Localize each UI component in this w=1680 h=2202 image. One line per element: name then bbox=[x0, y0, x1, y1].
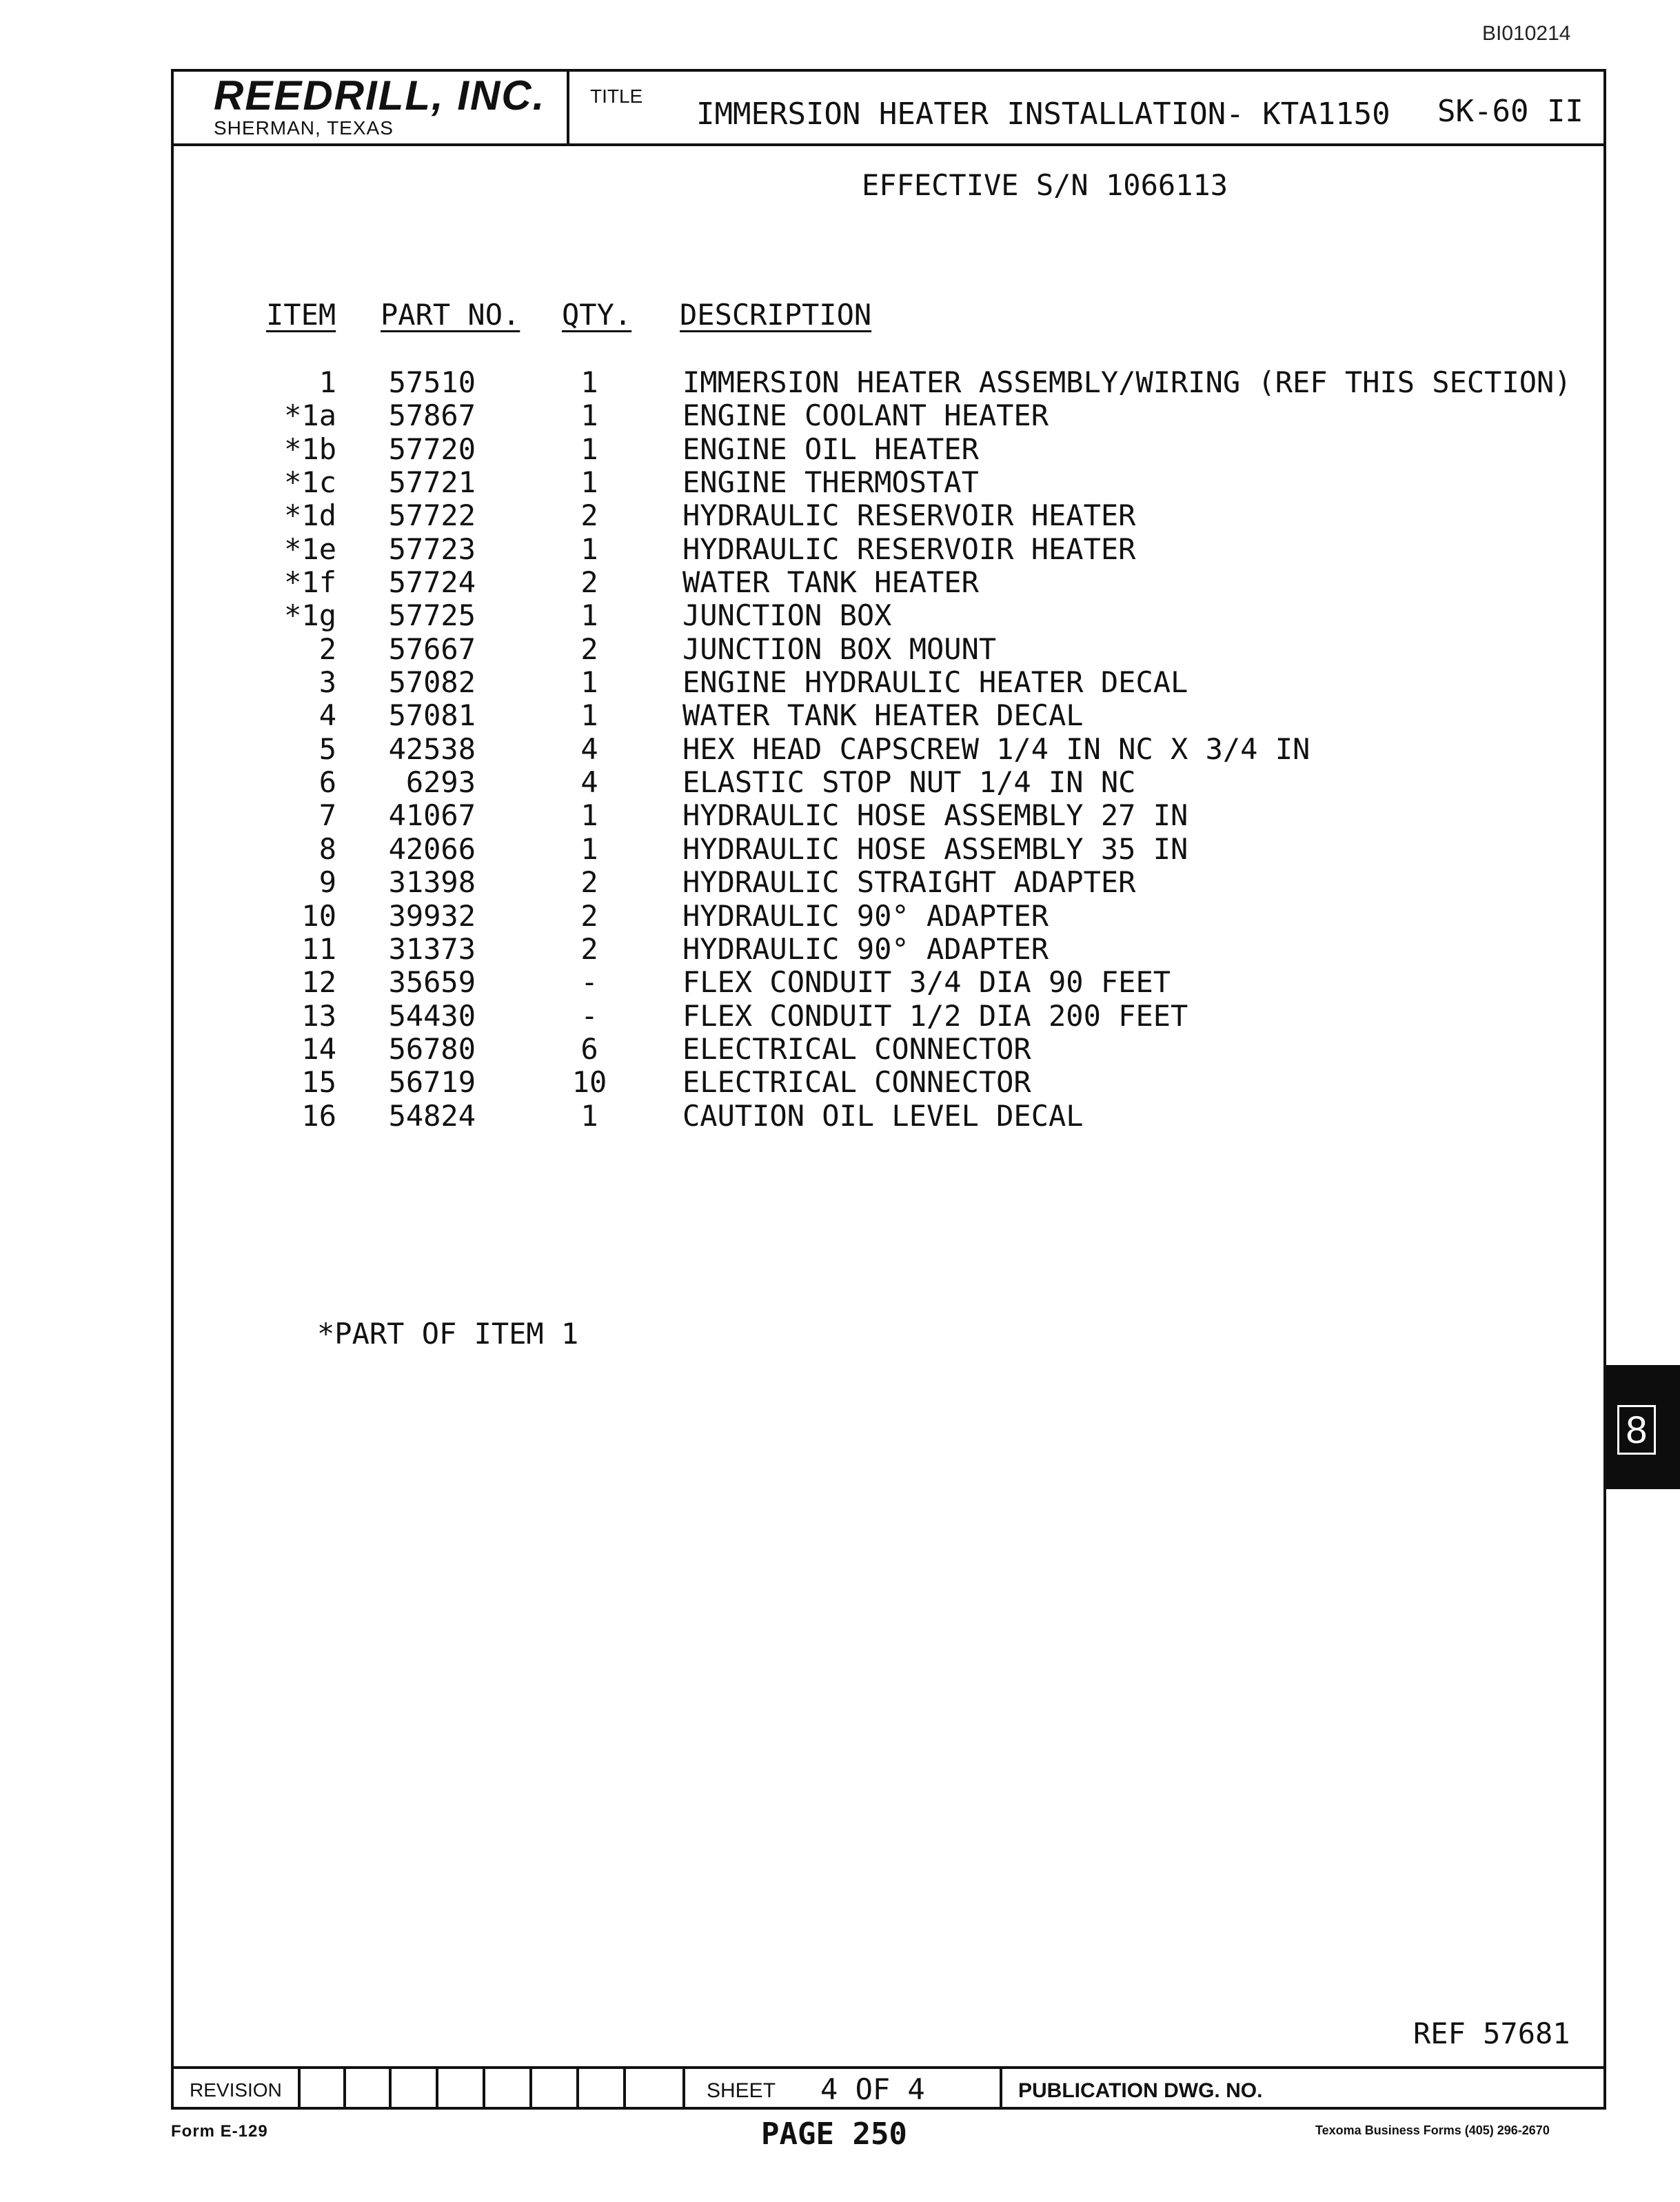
page-number: PAGE 250 bbox=[761, 2117, 907, 2152]
part-number: 56719 bbox=[388, 1065, 476, 1100]
quantity: - bbox=[580, 998, 598, 1033]
revision-cell-divider bbox=[298, 2066, 301, 2110]
sheet-cell-divider bbox=[682, 2066, 685, 2110]
quantity: 1 bbox=[580, 532, 598, 566]
revision-cell-divider bbox=[436, 2066, 438, 2110]
item-number: 6 bbox=[318, 765, 336, 800]
revision-cell-divider bbox=[576, 2066, 579, 2110]
table-row bbox=[234, 365, 1572, 399]
revision-cell-divider bbox=[343, 2066, 346, 2110]
item-number: *1c bbox=[284, 465, 336, 500]
title-label: TITLE bbox=[590, 85, 643, 107]
quantity: 1 bbox=[580, 432, 598, 466]
item-number: 4 bbox=[318, 698, 336, 733]
item-number: 8 bbox=[318, 831, 336, 866]
item-number: 3 bbox=[318, 665, 336, 700]
parts-table bbox=[234, 365, 1572, 1133]
table-row bbox=[234, 532, 1544, 565]
quantity: 4 bbox=[580, 765, 598, 800]
effective-serial: EFFECTIVE S/N 1066113 bbox=[862, 168, 1228, 202]
quantity: 1 bbox=[580, 1098, 598, 1133]
table-row bbox=[234, 498, 1544, 532]
description: IMMERSION HEATER ASSEMBLY/WIRING (REF THIS SECTION) bbox=[682, 365, 1572, 399]
quantity: 1 bbox=[580, 598, 598, 633]
part-number: 54824 bbox=[388, 1098, 476, 1133]
table-row bbox=[234, 932, 1544, 965]
part-number: 57667 bbox=[388, 632, 476, 666]
table-row bbox=[234, 565, 1544, 598]
document-id: BI010214 bbox=[1482, 22, 1571, 45]
part-number: 57867 bbox=[388, 398, 476, 433]
column-header-part-no: PART NO. bbox=[381, 298, 520, 332]
table-row bbox=[234, 999, 1544, 1032]
item-number: *1e bbox=[284, 532, 336, 566]
part-number: 57082 bbox=[388, 665, 476, 700]
quantity: 2 bbox=[580, 898, 598, 933]
table-row bbox=[234, 465, 1544, 498]
item-number: 10 bbox=[301, 898, 336, 933]
form-number: Form E-129 bbox=[171, 2122, 268, 2141]
publication-cell-divider bbox=[1000, 2066, 1002, 2110]
table-row bbox=[234, 832, 1544, 865]
column-header-item: ITEM bbox=[266, 298, 336, 332]
revision-cell-divider bbox=[529, 2066, 532, 2110]
description: ELECTRICAL CONNECTOR bbox=[682, 1065, 1031, 1100]
table-row bbox=[234, 865, 1544, 898]
column-header-qty: QTY. bbox=[562, 298, 632, 332]
description: ENGINE HYDRAULIC HEATER DECAL bbox=[682, 665, 1188, 700]
table-row bbox=[234, 899, 1544, 932]
description: ELASTIC STOP NUT 1/4 IN NC bbox=[682, 765, 1136, 800]
part-number: 42538 bbox=[388, 731, 476, 766]
sheet-number: 4 OF 4 bbox=[820, 2072, 925, 2106]
description: HYDRAULIC RESERVOIR HEATER bbox=[682, 498, 1136, 533]
part-number: 42066 bbox=[388, 831, 476, 866]
company-city: SHERMAN, TEXAS bbox=[214, 117, 394, 139]
description: JUNCTION BOX MOUNT bbox=[682, 632, 997, 666]
part-number: 57724 bbox=[388, 565, 476, 600]
description: FLEX CONDUIT 3/4 DIA 90 FEET bbox=[682, 965, 1171, 1000]
item-number: *1g bbox=[284, 598, 336, 633]
quantity: 1 bbox=[580, 365, 598, 399]
part-number: 39932 bbox=[388, 898, 476, 933]
quantity: 2 bbox=[580, 632, 598, 666]
part-number: 41067 bbox=[388, 798, 476, 833]
company-name: REEDRILL, INC. bbox=[214, 72, 546, 119]
table-row bbox=[234, 632, 1544, 665]
header-divider bbox=[171, 143, 1606, 146]
description: ENGINE THERMOSTAT bbox=[682, 465, 979, 500]
description: HYDRAULIC 90° ADAPTER bbox=[682, 898, 1049, 933]
quantity: 1 bbox=[580, 465, 598, 500]
quantity: 1 bbox=[580, 698, 598, 733]
description: JUNCTION BOX bbox=[682, 598, 892, 633]
column-header-description: DESCRIPTION bbox=[680, 298, 872, 332]
quantity: 2 bbox=[580, 931, 598, 966]
quantity: 1 bbox=[580, 398, 598, 433]
description: CAUTION OIL LEVEL DECAL bbox=[682, 1098, 1084, 1133]
item-number: *1d bbox=[284, 498, 336, 533]
description: HYDRAULIC STRAIGHT ADAPTER bbox=[682, 865, 1136, 900]
table-row bbox=[234, 798, 1544, 831]
sheet-label: SHEET bbox=[707, 2079, 776, 2102]
part-number: 57725 bbox=[388, 598, 476, 633]
table-row bbox=[234, 598, 1544, 632]
reference-number: REF 57681 bbox=[1413, 2017, 1570, 2050]
item-number: 7 bbox=[318, 798, 336, 833]
footer-divider bbox=[171, 2066, 1606, 2069]
table-row bbox=[234, 1099, 1544, 1132]
quantity: 2 bbox=[580, 565, 598, 600]
publication-label: PUBLICATION DWG. NO. bbox=[1018, 2079, 1263, 2102]
quantity: 6 bbox=[580, 1031, 598, 1066]
part-number: 31373 bbox=[388, 931, 476, 966]
description: WATER TANK HEATER bbox=[682, 565, 979, 600]
item-number: 9 bbox=[318, 865, 336, 900]
item-number: 11 bbox=[301, 931, 336, 966]
table-row bbox=[234, 765, 1544, 798]
description: ELECTRICAL CONNECTOR bbox=[682, 1031, 1031, 1066]
description: ENGINE COOLANT HEATER bbox=[682, 398, 1049, 433]
description: HEX HEAD CAPSCREW 1/4 IN NC X 3/4 IN bbox=[682, 731, 1310, 766]
description: HYDRAULIC HOSE ASSEMBLY 35 IN bbox=[682, 831, 1188, 866]
header-vertical-divider bbox=[567, 69, 569, 145]
description: ENGINE OIL HEATER bbox=[682, 432, 979, 466]
item-number: 5 bbox=[318, 731, 336, 766]
footnote: *PART OF ITEM 1 bbox=[317, 1317, 579, 1351]
item-number: 15 bbox=[301, 1065, 336, 1100]
description: HYDRAULIC 90° ADAPTER bbox=[682, 931, 1049, 966]
revision-label: REVISION bbox=[190, 2079, 282, 2101]
description: FLEX CONDUIT 1/2 DIA 200 FEET bbox=[682, 998, 1188, 1033]
table-row bbox=[234, 1065, 1544, 1098]
section-tab-number: 8 bbox=[1617, 1405, 1656, 1455]
part-number: 35659 bbox=[388, 965, 476, 1000]
part-number: 54430 bbox=[388, 998, 476, 1033]
table-row bbox=[234, 698, 1544, 731]
quantity: 1 bbox=[580, 665, 598, 700]
item-number: 16 bbox=[301, 1098, 336, 1133]
part-number: 31398 bbox=[388, 865, 476, 900]
item-number: 2 bbox=[318, 632, 336, 666]
item-number: 12 bbox=[301, 965, 336, 1000]
quantity: - bbox=[580, 965, 598, 1000]
table-row bbox=[234, 432, 1544, 465]
revision-cell-divider bbox=[389, 2066, 392, 2110]
item-number: 14 bbox=[301, 1031, 336, 1066]
item-number: 13 bbox=[301, 998, 336, 1033]
revision-cell-divider bbox=[623, 2066, 626, 2110]
item-number: *1b bbox=[284, 432, 336, 466]
item-number: *1f bbox=[284, 565, 336, 600]
part-number: 57721 bbox=[388, 465, 476, 500]
part-number: 57720 bbox=[388, 432, 476, 466]
part-number: 57510 bbox=[388, 365, 476, 399]
item-number: 1 bbox=[318, 365, 336, 399]
part-number: 57723 bbox=[388, 532, 476, 566]
table-row bbox=[234, 665, 1544, 698]
item-number: *1a bbox=[284, 398, 336, 433]
table-row bbox=[234, 732, 1544, 765]
part-number: 57081 bbox=[388, 698, 476, 733]
quantity: 2 bbox=[580, 865, 598, 900]
quantity: 2 bbox=[580, 498, 598, 533]
quantity: 10 bbox=[571, 1065, 607, 1100]
description: WATER TANK HEATER DECAL bbox=[682, 698, 1084, 733]
table-row bbox=[234, 398, 1544, 432]
part-number: 57722 bbox=[388, 498, 476, 533]
document-title: IMMERSION HEATER INSTALLATION- KTA1150 bbox=[696, 97, 1390, 132]
quantity: 1 bbox=[580, 798, 598, 833]
quantity: 1 bbox=[580, 831, 598, 866]
table-row bbox=[234, 965, 1544, 998]
description: HYDRAULIC HOSE ASSEMBLY 27 IN bbox=[682, 798, 1188, 833]
table-row bbox=[234, 1032, 1544, 1065]
model-number: SK-60 II bbox=[1437, 94, 1583, 129]
forms-company: Texoma Business Forms (405) 296-2670 bbox=[1315, 2123, 1550, 2137]
part-number: 56780 bbox=[388, 1031, 476, 1066]
quantity: 4 bbox=[580, 731, 598, 766]
part-number: 6293 bbox=[405, 765, 476, 800]
revision-cell-divider bbox=[483, 2066, 485, 2110]
description: HYDRAULIC RESERVOIR HEATER bbox=[682, 532, 1136, 566]
